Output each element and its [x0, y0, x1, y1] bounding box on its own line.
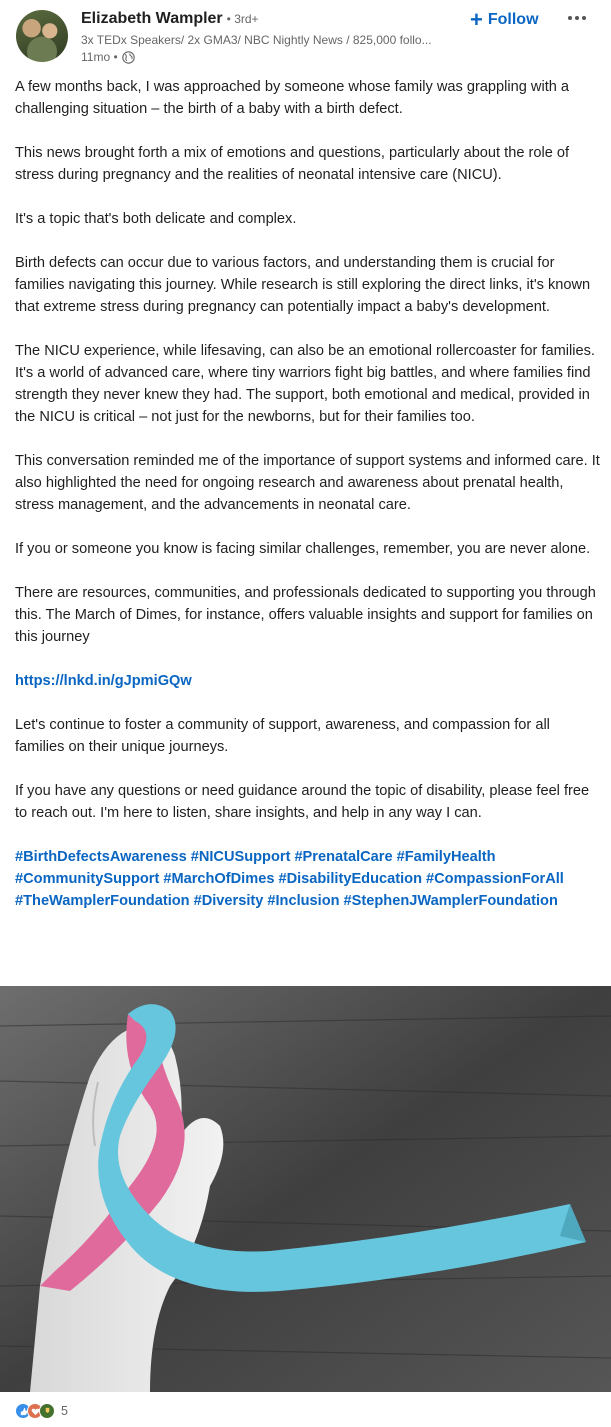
- reaction-count[interactable]: 5: [61, 1404, 68, 1418]
- author-avatar[interactable]: [16, 10, 68, 62]
- more-dot-icon: [575, 16, 579, 20]
- hashtag[interactable]: #FamilyHealth: [396, 849, 496, 865]
- post-paragraph: This news brought forth a mix of emotions and questions, particularly about the role of stress during pregnancy and the realities of neonatal intensive care (NICU).: [15, 145, 570, 183]
- post-paragraph: A few months back, I was approached by someone whose family was grappling with a challenging situation – the birth of a baby with a birth defect.: [15, 79, 570, 117]
- more-dot-icon: [568, 16, 572, 20]
- celebrate-icon: [39, 1403, 55, 1419]
- more-options-button[interactable]: [565, 6, 589, 30]
- post-paragraph: If you or someone you know is facing similar challenges, remember, you are never alone.: [15, 541, 591, 557]
- post-paragraph: Birth defects can occur due to various factors, and understanding them is crucial for families navigating this journey. While research is still exploring the direct links, it's known that extreme stress during pregnancy can potentially impact a baby's development.: [15, 255, 591, 315]
- post-header: [0, 0, 611, 72]
- hashtag[interactable]: #DisabilityEducation: [278, 871, 422, 887]
- hashtag[interactable]: #BirthDefectsAwareness: [15, 849, 187, 865]
- post-paragraph: Let's continue to foster a community of support, awareness, and compassion for all families on their unique journeys.: [15, 717, 550, 755]
- hashtag[interactable]: #NICUSupport: [190, 849, 291, 865]
- connection-degree: • 3rd+: [226, 12, 259, 26]
- awareness-ribbon-image: [0, 986, 611, 1392]
- author-name-row: [81, 10, 259, 32]
- hashtag[interactable]: #MarchOfDimes: [163, 871, 275, 887]
- post-time: 11mo •: [81, 50, 118, 64]
- post-meta: [81, 50, 135, 64]
- hashtag[interactable]: #StephenJWamplerFoundation: [343, 893, 558, 909]
- hashtag[interactable]: #PrenatalCare: [294, 849, 393, 865]
- more-dot-icon: [582, 16, 586, 20]
- author-name[interactable]: Elizabeth Wampler: [81, 10, 223, 27]
- post-paragraph: It's a topic that's both delicate and complex.: [15, 211, 297, 227]
- globe-icon: [122, 51, 135, 64]
- follow-label: Follow: [487, 11, 539, 28]
- post-paragraph: If you have any questions or need guidance around the topic of disability, please feel free to reach out. I'm here to listen, share insights, and help in any way I can.: [15, 783, 590, 821]
- author-headline: 3x TEDx Speakers/ 2x GMA3/ NBC Nightly News / 825,000 follo...: [81, 33, 432, 47]
- follow-button[interactable]: [470, 8, 539, 32]
- hashtag[interactable]: #Inclusion: [267, 893, 340, 909]
- hashtag[interactable]: #Diversity: [193, 893, 264, 909]
- reaction-summary[interactable]: [15, 1403, 68, 1419]
- hashtag[interactable]: #CommunitySupport: [15, 871, 160, 887]
- plus-icon: +: [470, 7, 483, 32]
- post-paragraph: This conversation reminded me of the importance of support systems and informed care. It also highlighted the need for ongoing research and awareness about prenatal health, stress management, and the advancements in neonatal care.: [15, 453, 600, 513]
- post-link[interactable]: https://lnkd.in/gJpmiGQw: [15, 673, 192, 689]
- reaction-icons: [15, 1403, 55, 1419]
- hashtag-list: [15, 846, 600, 912]
- post-paragraph: The NICU experience, while lifesaving, can also be an emotional rollercoaster for families. It's a world of advanced care, where tiny warriors fight big battles, and where families find strength they never knew they had. The support, both emotional and medical, provided in the NICU is critical – not just for the newborns, but for their families too.: [15, 343, 595, 425]
- post-paragraph: There are resources, communities, and professionals dedicated to supporting you through this. The March of Dimes, for instance, offers valuable insights and support for families on this journey: [15, 585, 596, 645]
- post-body: [15, 76, 600, 912]
- hashtag[interactable]: #CompassionForAll: [426, 871, 564, 887]
- hashtag[interactable]: #TheWamplerFoundation: [15, 893, 190, 909]
- post-image[interactable]: [0, 986, 611, 1392]
